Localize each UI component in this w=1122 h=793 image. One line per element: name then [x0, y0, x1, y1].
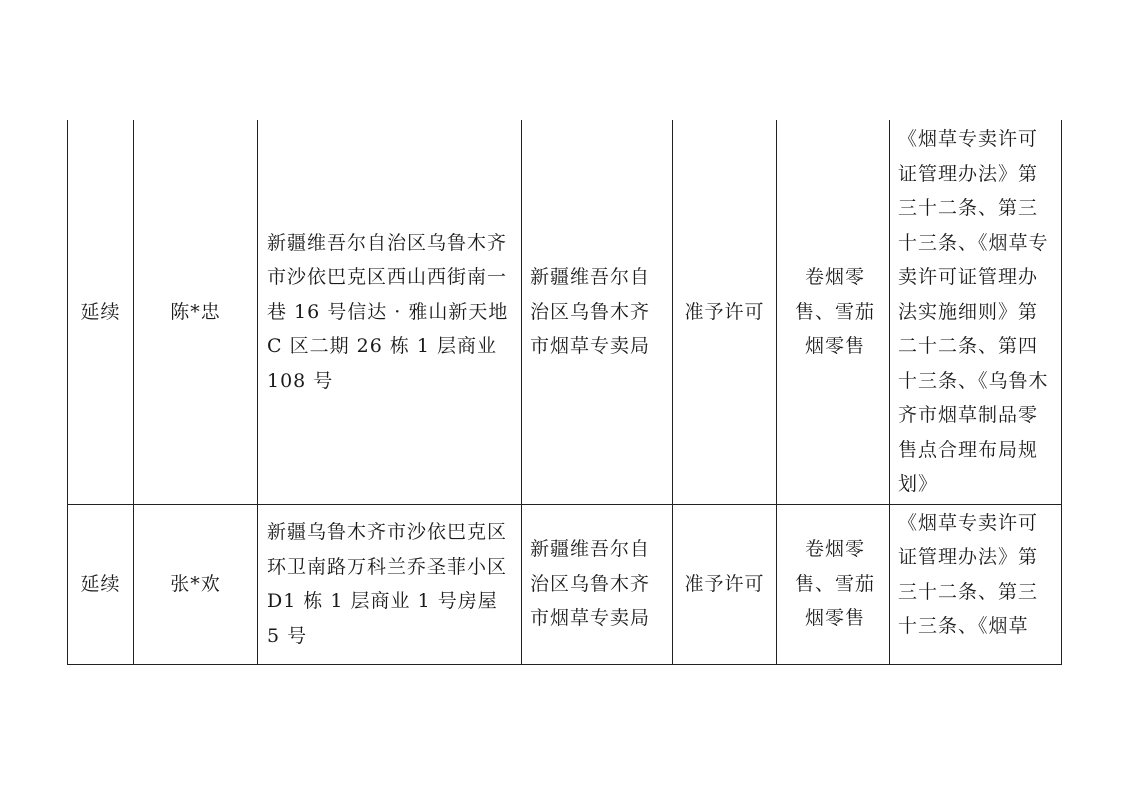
table-row — [68, 120, 1062, 504]
authority-text: 新疆维吾尔自治区乌鲁木齐市烟草专卖局 — [530, 266, 651, 357]
basis-cell — [890, 504, 1062, 664]
scope-cell — [777, 504, 890, 664]
permit-table — [67, 120, 1062, 665]
address-text: 新疆维吾尔自治区乌鲁木齐市沙依巴克区西山西街南一巷 16 号信达 · 雅山新天地 C 区二期 26 栋 1 层商业 108 号 — [267, 231, 509, 392]
action-text: 延续 — [80, 300, 121, 323]
applicant-cell — [134, 504, 258, 664]
applicant-cell — [134, 120, 258, 504]
action-text: 延续 — [80, 572, 121, 595]
action-cell — [68, 504, 134, 664]
decision-cell — [673, 504, 777, 664]
authority-cell — [522, 504, 673, 664]
basis-text: 《烟草专卖许可证管理办法》第三十二条、第三十三条、《烟草 — [898, 511, 1039, 637]
scope-cell — [777, 120, 890, 504]
table-row — [68, 504, 1062, 664]
address-cell — [258, 120, 522, 504]
basis-cell — [890, 120, 1062, 504]
decision-text: 准予许可 — [684, 572, 765, 595]
action-cell — [68, 120, 134, 504]
applicant-text: 张*欢 — [170, 572, 221, 595]
decision-cell — [673, 120, 777, 504]
applicant-text: 陈*忠 — [170, 300, 221, 323]
authority-cell — [522, 120, 673, 504]
decision-text: 准予许可 — [684, 300, 765, 323]
address-text: 新疆乌鲁木齐市沙依巴克区环卫南路万科兰乔圣菲小区 D1 栋 1 层商业 1 号房屋 5 号 — [267, 521, 508, 647]
scope-text: 卷烟零售、雪茄烟零售 — [794, 266, 875, 357]
address-cell — [258, 504, 522, 664]
basis-text: 《烟草专卖许可证管理办法》第三十二条、第三十三条、《烟草专卖许可证管理办法实施细则》第二十二条、第四十三条、《乌鲁木齐市烟草制品零售点合理布局规划》 — [898, 128, 1049, 495]
scope-text: 卷烟零售、雪茄烟零售 — [794, 538, 875, 630]
authority-text: 新疆维吾尔自治区乌鲁木齐市烟草专卖局 — [530, 538, 651, 630]
